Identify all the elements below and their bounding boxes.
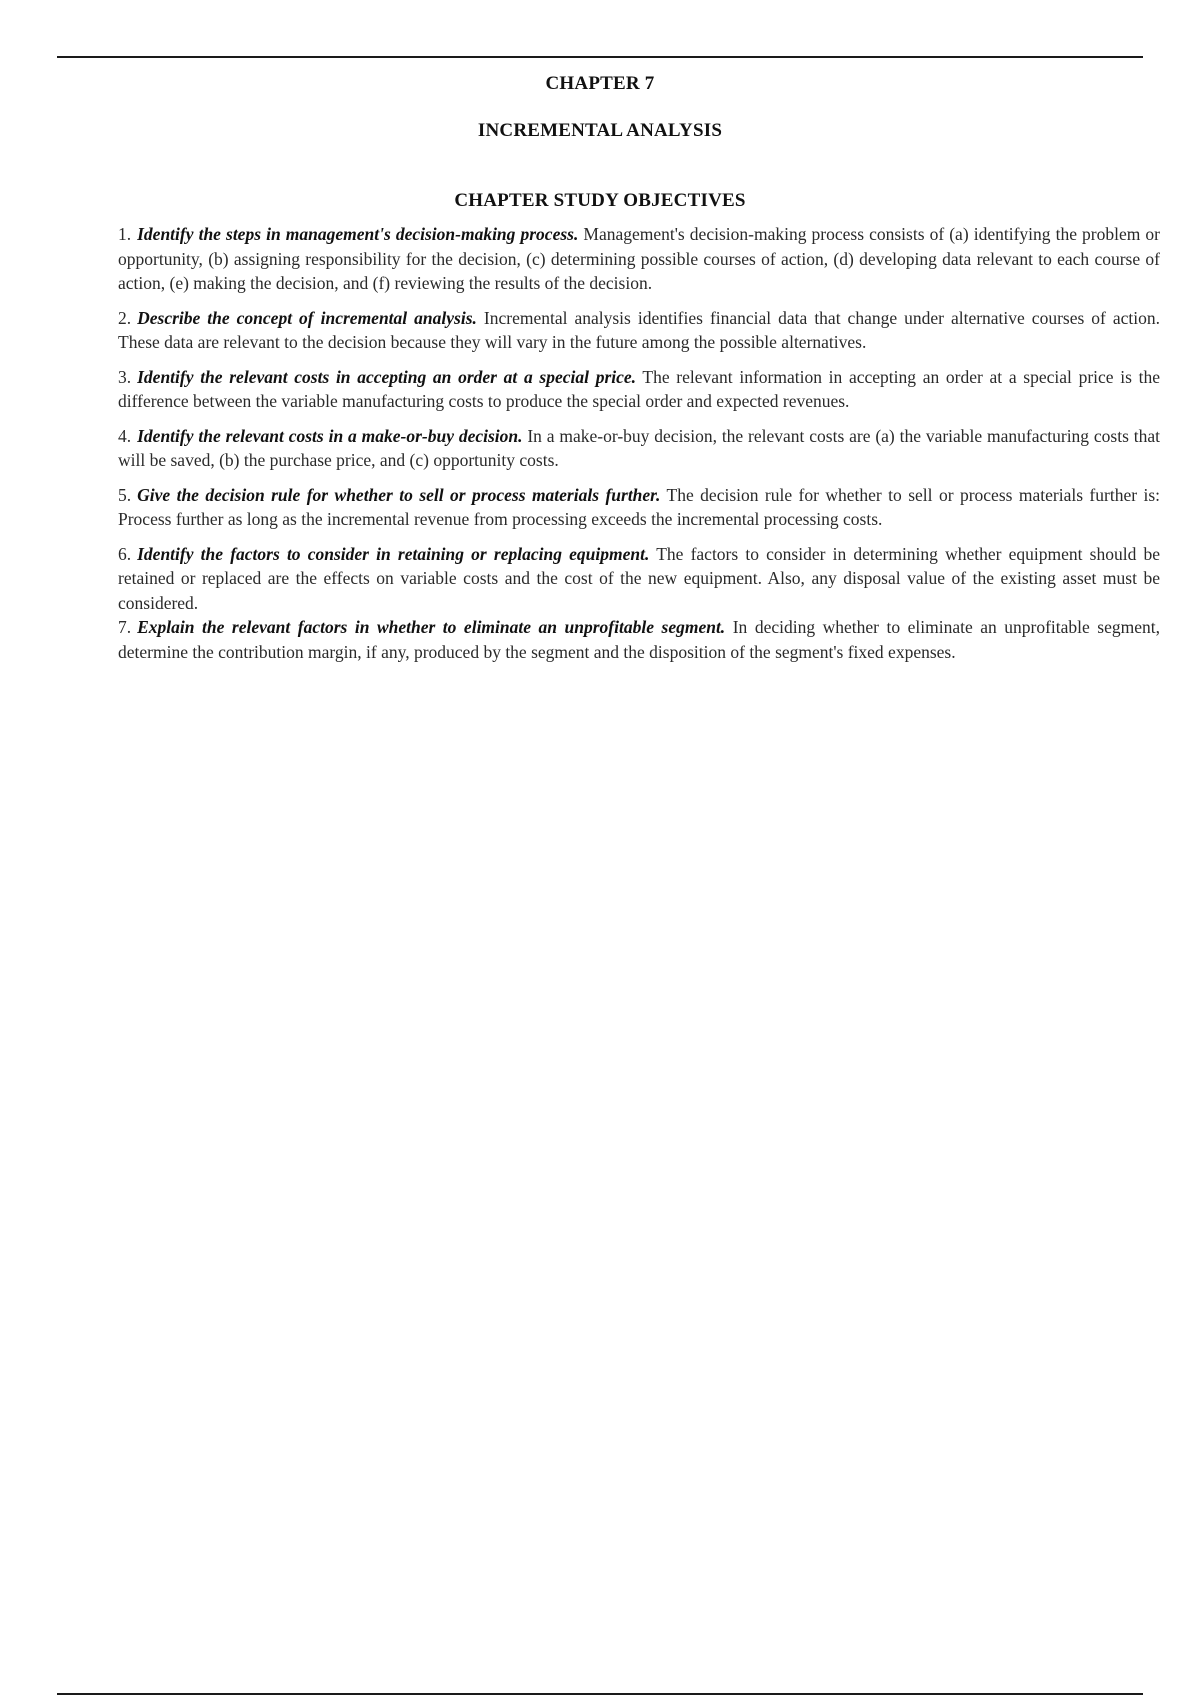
objective-lead: Describe the concept of incremental analysis.: [137, 307, 477, 328]
objective-item: [118, 306, 1160, 355]
objective-text: In deciding whether to eliminate an unprofitable segment, determine the contribution margin, if any, produced by the segment and the disposition of the segment's fixed expenses.: [118, 617, 1161, 662]
objective-number: 6.: [118, 543, 132, 564]
objective-text: Incremental analysis identifies financial data that change under alternative courses of action. These data are relevant to the decision because they will vary in the future among the possible alternatives.: [118, 307, 1160, 352]
objective-number: 5.: [118, 484, 132, 505]
objective-lead: Explain the relevant factors in whether to eliminate an unprofitable segment.: [137, 617, 726, 637]
objective-item: [118, 615, 1160, 664]
objective-number: 2.: [118, 307, 132, 328]
objective-number: 3.: [118, 366, 132, 387]
objective-item: [118, 542, 1160, 616]
objective-lead: Identify the relevant costs in accepting an order at a special price.: [137, 366, 637, 387]
objective-number: 4.: [118, 425, 132, 446]
objective-lead: Identify the steps in management's decision-making process.: [137, 224, 579, 244]
chapter-number: CHAPTER 7: [545, 73, 655, 94]
objective-lead: Give the decision rule for whether to sell or process materials further.: [137, 484, 661, 505]
objective-item: [118, 365, 1160, 414]
objective-text: The relevant information in accepting an order at a special price is the difference between the variable manufacturing costs to produce the special order and expected revenues.: [118, 366, 1160, 411]
objective-item: [118, 222, 1160, 296]
section-heading: CHAPTER STUDY OBJECTIVES: [454, 190, 746, 211]
top-rule: [57, 56, 1143, 58]
objective-text: The decision rule for whether to sell or process materials further is: Process further as long as the incremental revenue from processing exceeds the incremental processing costs.: [118, 484, 1161, 529]
objectives-list: [118, 222, 1160, 674]
objective-text: Management's decision-making process consists of (a) identifying the problem or opportunity, (b) assigning responsibility for the decision, (c) determining possible courses of action, (d) developing data relevant to each course of action, (e) making the decision, and (f) reviewing the results of the decision.: [118, 224, 1161, 293]
bottom-rule: [57, 1693, 1143, 1695]
objective-number: 1.: [118, 224, 132, 244]
objective-lead: Identify the relevant costs in a make-or-buy decision.: [137, 425, 523, 446]
objective-item: [118, 424, 1160, 473]
objective-text: In a make-or-buy decision, the relevant costs are (a) the variable manufacturing costs that will be saved, (b) the purchase price, and (c) opportunity costs.: [118, 425, 1161, 470]
objective-item: [118, 483, 1160, 532]
objective-text: The factors to consider in determining whether equipment should be retained or replaced are the effects on variable costs and the cost of the new equipment. Also, any disposal value of the existing asset must be considered.: [118, 543, 1161, 613]
chapter-title: INCREMENTAL ANALYSIS: [477, 120, 723, 141]
objective-number: 7.: [118, 617, 132, 637]
objective-lead: Identify the factors to consider in retaining or replacing equipment.: [137, 543, 650, 564]
